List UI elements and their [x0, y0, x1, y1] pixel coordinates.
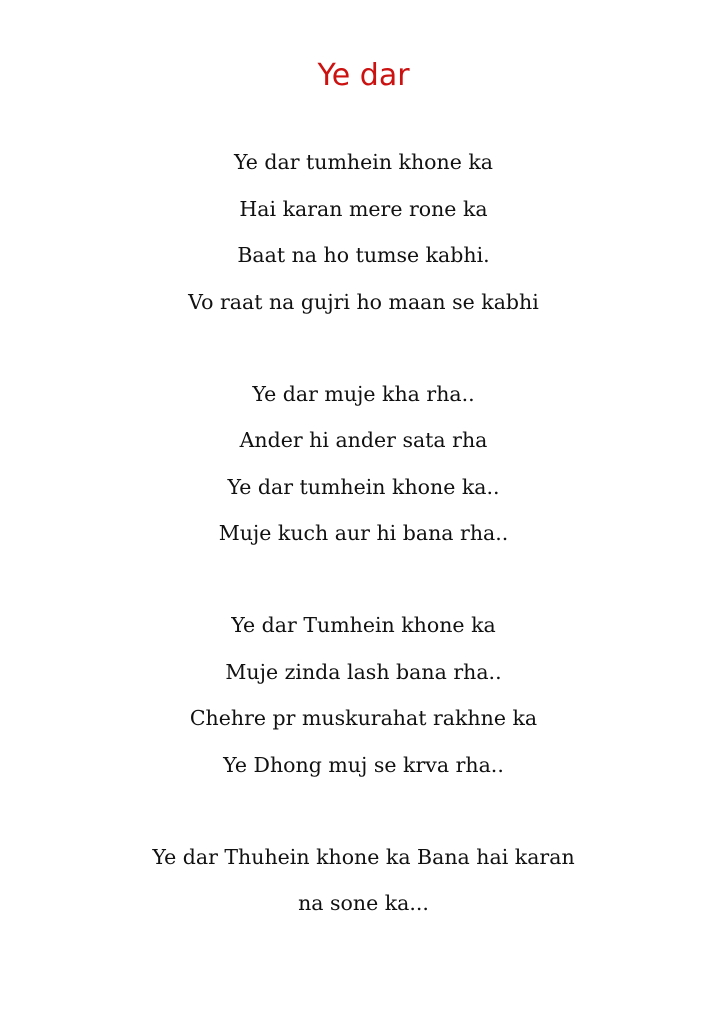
poem-line: Ye Dhong muj se krva rha..	[223, 753, 504, 777]
poem-line: Ye dar tumhein khone ka	[233, 150, 493, 174]
poem-line: Chehre pr muskurahat rakhne ka	[189, 706, 538, 730]
poem-line: Ye dar Tumhein khone ka	[231, 613, 496, 637]
poem-line: Vo raat na gujri ho maan se kabhi	[188, 290, 539, 314]
poem-line: na sone ka...	[298, 891, 429, 915]
poem-line: Muje kuch aur hi bana rha..	[218, 521, 509, 545]
poem-line: Ye dar tumhein khone ka..	[227, 475, 500, 499]
poem-line: Ye dar Thuhein khone ka Bana hai karan	[152, 845, 575, 869]
poem-line: Ye dar muje kha rha..	[252, 382, 475, 406]
poem-line: Muje zinda lash bana rha..	[225, 660, 502, 684]
poem-title: Ye dar	[317, 58, 410, 93]
poem-line: Ander hi ander sata rha	[239, 428, 488, 452]
poem-line: Baat na ho tumse kabhi.	[237, 243, 490, 267]
poem-line: Hai karan mere rone ka	[239, 197, 488, 221]
